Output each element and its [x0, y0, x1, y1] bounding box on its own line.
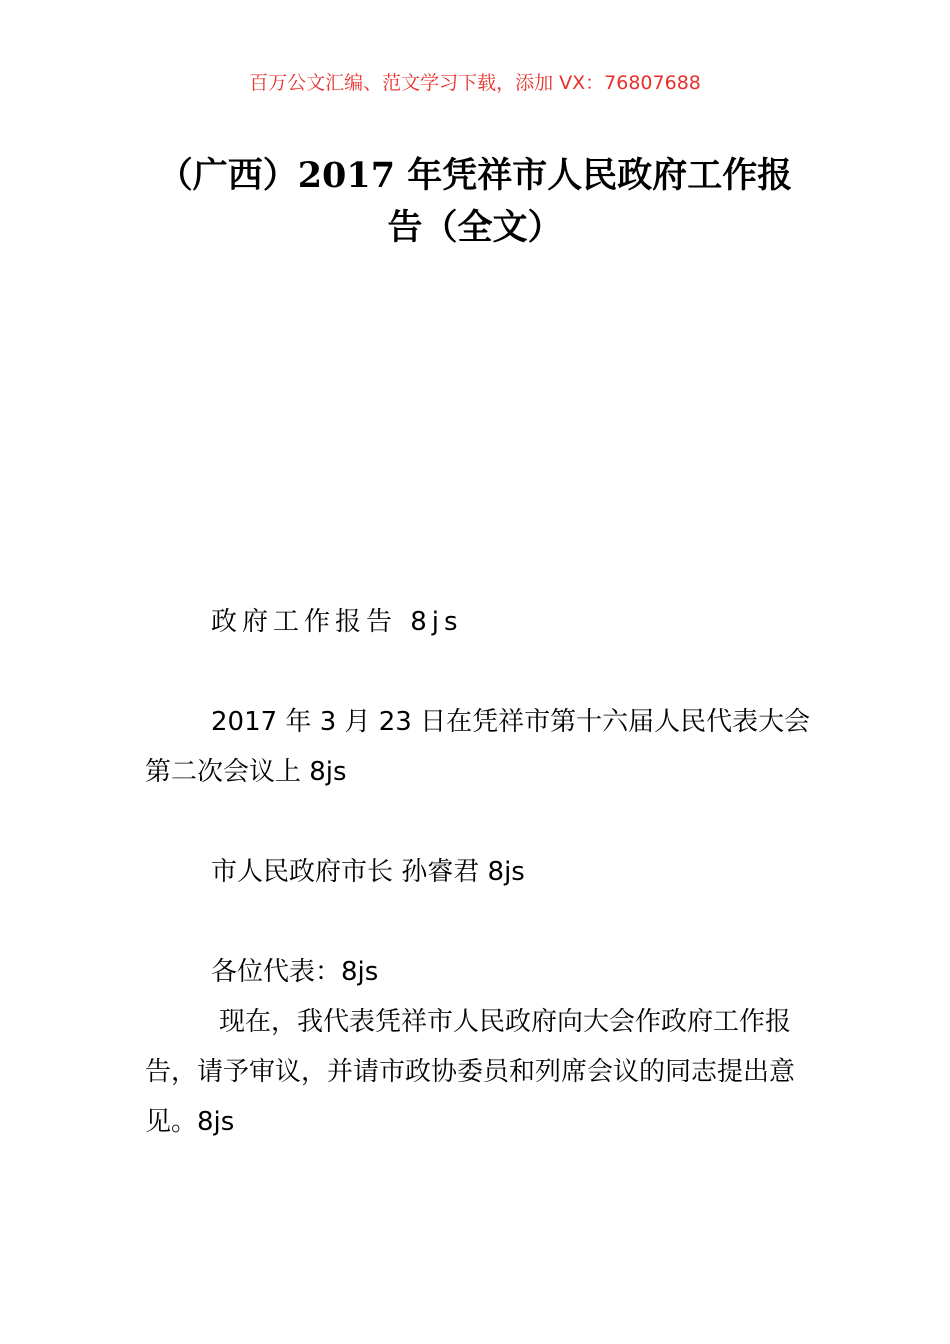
salutation-paragraph: 各位代表：8js — [211, 957, 379, 987]
header-watermark-note: 百万公文汇编、范文学习下载，添加 VX：76807688 — [249, 72, 701, 94]
report-heading-text: 政府工作报告 8js — [211, 607, 463, 637]
report-heading-paragraph — [145, 597, 835, 647]
meeting-date-paragraph: 2017 年 3 月 23 日在凭祥市第十六届人民代表大会第二次会议上 8js — [145, 707, 811, 787]
mayor-name-paragraph: 市人民政府市长 孙睿君 8js — [211, 857, 525, 887]
document-title: （广西）2017 年凭祥市人民政府工作报告（全文） — [157, 155, 793, 248]
body-paragraph: 现在，我代表凭祥市人民政府向大会作政府工作报告，请予审议，并请市政协委员和列席会议的同志提出意见。8js — [145, 1007, 796, 1137]
